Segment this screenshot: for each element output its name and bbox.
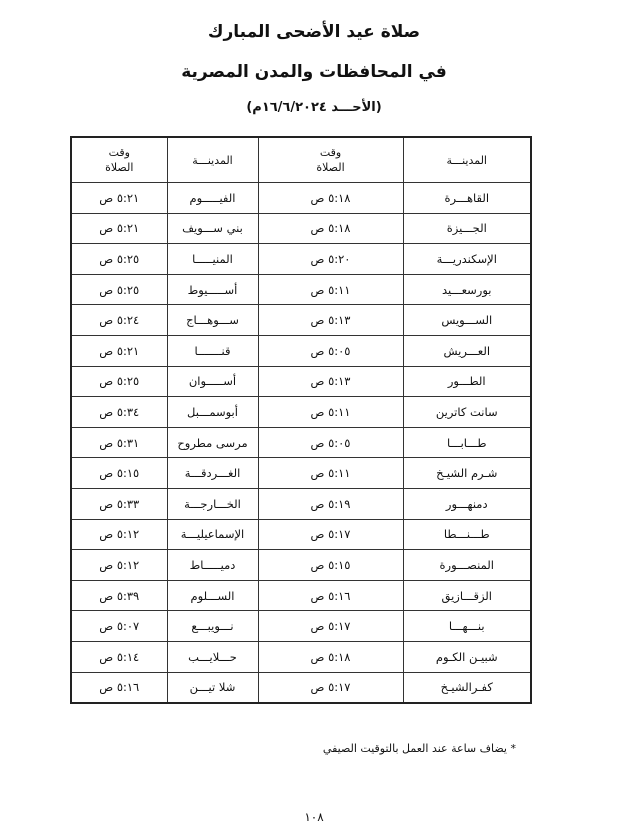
table-header-row: [71, 137, 531, 183]
time-cell: ٥:٣٣ ص: [71, 488, 167, 519]
title-line-2: في المحافظات والمدن المصرية: [181, 62, 447, 82]
table-row: [71, 611, 531, 642]
time-cell: ٥:٢٤ ص: [71, 305, 167, 336]
time-cell: ٥:١٨ ص: [258, 183, 403, 214]
city-cell: الســـويس: [403, 305, 531, 336]
time-cell: ٥:٠٧ ص: [71, 611, 167, 642]
city-cell: طـــابـــا: [403, 427, 531, 458]
table-row: [71, 641, 531, 672]
table-row: [71, 397, 531, 428]
time-cell: ٥:١٣ ص: [258, 305, 403, 336]
time-cell: ٥:١٢ ص: [71, 519, 167, 550]
table-row: [71, 335, 531, 366]
time-cell: ٥:٢٠ ص: [258, 244, 403, 275]
city-cell: الطـــور: [403, 366, 531, 397]
title-line-1: صلاة عيد الأضحى المبارك: [207, 22, 421, 42]
time-cell: ٥:١٨ ص: [258, 641, 403, 672]
city-cell: حـــلايـــب: [167, 641, 258, 672]
time-cell: ٥:١٧ ص: [258, 672, 403, 703]
table-row: [71, 213, 531, 244]
city-cell: شلا تيـــن: [167, 672, 258, 703]
city-cell: شبيـن الكـوم: [403, 641, 531, 672]
city-cell: أســـــوان: [167, 366, 258, 397]
city-cell: سانت كاترين: [403, 397, 531, 428]
table-row: [71, 550, 531, 581]
table-row: [71, 458, 531, 489]
time-cell: ٥:٣٩ ص: [71, 580, 167, 611]
time-cell: ٥:١٧ ص: [258, 611, 403, 642]
time-cell: ٥:٣٤ ص: [71, 397, 167, 428]
time-cell: ٥:٢٥ ص: [71, 244, 167, 275]
footnote: * يضاف ساعة عند العمل بالتوقيت الصيفي: [322, 742, 516, 755]
city-cell: أســـــيوط: [167, 274, 258, 305]
table-row: [71, 183, 531, 214]
city-cell: المنيـــــا: [167, 244, 258, 275]
time-cell: ٥:١٧ ص: [258, 519, 403, 550]
time-cell: ٥:٣١ ص: [71, 427, 167, 458]
table-row: [71, 672, 531, 703]
table-row: [71, 488, 531, 519]
table-row: [71, 580, 531, 611]
city-cell: قنـــــــا: [167, 335, 258, 366]
time-cell: ٥:١٨ ص: [258, 213, 403, 244]
table-row: [71, 274, 531, 305]
page-number: ١٠٨: [304, 810, 324, 824]
city-cell: شـرم الشيـخ: [403, 458, 531, 489]
time-cell: ٥:١٦ ص: [71, 672, 167, 703]
time-cell: ٥:١٥ ص: [258, 550, 403, 581]
prayer-times-table: [70, 136, 532, 704]
time-cell: ٥:١١ ص: [258, 274, 403, 305]
header-city-2: المدينـــة: [167, 137, 258, 183]
time-cell: ٥:٠٥ ص: [258, 427, 403, 458]
time-cell: ٥:١٣ ص: [258, 366, 403, 397]
date-line: (الأحـــد ١٦/٦/٢٠٢٤م): [246, 100, 382, 115]
header-time-2: وقت الصلاة: [71, 137, 167, 183]
table-row: [71, 305, 531, 336]
city-cell: الفيـــــوم: [167, 183, 258, 214]
city-cell: طـــنـــطا: [403, 519, 531, 550]
city-cell: بني ســـويف: [167, 213, 258, 244]
city-cell: العـــريش: [403, 335, 531, 366]
time-cell: ٥:٢٥ ص: [71, 366, 167, 397]
city-cell: المنصـــورة: [403, 550, 531, 581]
city-cell: ســـوهـــاج: [167, 305, 258, 336]
time-cell: ٥:١٤ ص: [71, 641, 167, 672]
city-cell: بنـــهـــا: [403, 611, 531, 642]
city-cell: نـــويبـــع: [167, 611, 258, 642]
city-cell: مرسى مطروح: [167, 427, 258, 458]
table-row: [71, 366, 531, 397]
time-cell: ٥:١٩ ص: [258, 488, 403, 519]
city-cell: أبوسمـــبل: [167, 397, 258, 428]
header-city-1: المدينـــة: [403, 137, 531, 183]
city-cell: الزقـــازيق: [403, 580, 531, 611]
time-cell: ٥:٢١ ص: [71, 335, 167, 366]
city-cell: الغـــردقـــة: [167, 458, 258, 489]
time-cell: ٥:١١ ص: [258, 458, 403, 489]
time-cell: ٥:١٥ ص: [71, 458, 167, 489]
city-cell: الجـــيزة: [403, 213, 531, 244]
time-cell: ٥:٢٥ ص: [71, 274, 167, 305]
time-cell: ٥:٢١ ص: [71, 183, 167, 214]
time-cell: ٥:٠٥ ص: [258, 335, 403, 366]
city-cell: القاهـــرة: [403, 183, 531, 214]
time-cell: ٥:١٢ ص: [71, 550, 167, 581]
city-cell: الخـــارجـــة: [167, 488, 258, 519]
table-row: [71, 427, 531, 458]
time-cell: ٥:١١ ص: [258, 397, 403, 428]
table-row: [71, 244, 531, 275]
time-cell: ٥:٢١ ص: [71, 213, 167, 244]
time-cell: ٥:١٦ ص: [258, 580, 403, 611]
city-cell: كفـرالشيـخ: [403, 672, 531, 703]
table-row: [71, 519, 531, 550]
city-cell: دميـــــاط: [167, 550, 258, 581]
city-cell: دمنهـــور: [403, 488, 531, 519]
city-cell: بورسعـــيد: [403, 274, 531, 305]
city-cell: الســـلوم: [167, 580, 258, 611]
city-cell: الإسكندريـــة: [403, 244, 531, 275]
city-cell: الإسماعيليـــة: [167, 519, 258, 550]
header-time-1: وقت الصلاة: [258, 137, 403, 183]
